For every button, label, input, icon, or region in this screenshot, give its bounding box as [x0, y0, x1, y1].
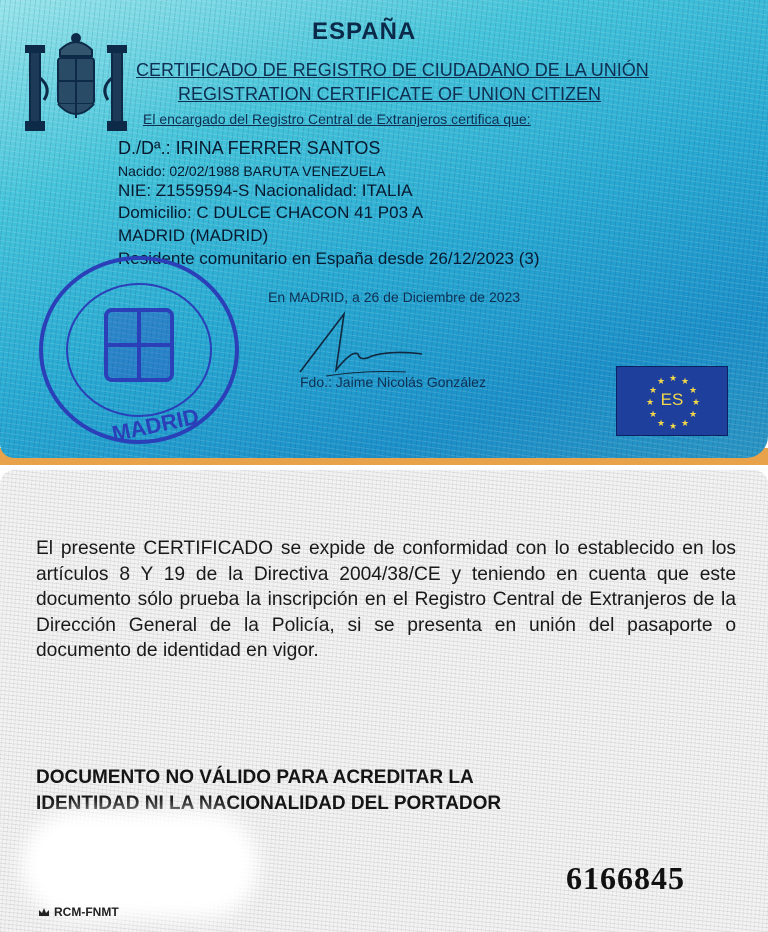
printer-label: RCM-FNMT [54, 905, 119, 919]
svg-text:★: ★ [669, 374, 678, 384]
signatory: Fdo.: Jaime Nicolás González [300, 374, 486, 390]
svg-text:★: ★ [657, 377, 666, 387]
coat-of-arms-icon [22, 28, 130, 138]
svg-text:★: ★ [646, 398, 655, 408]
svg-text:★: ★ [692, 398, 701, 408]
certificate-title-es: CERTIFICADO DE REGISTRO DE CIUDADANO DE LA UNIÓN [136, 60, 649, 80]
validity-warning-line2: IDENTIDAD NI LA NACIONALIDAD DEL PORTADOR [36, 793, 502, 814]
svg-text:★: ★ [689, 410, 698, 420]
holder-name: D./Dª.: IRINA FERRER SANTOS [118, 138, 381, 158]
birth-info: Nacido: 02/02/1988 BARUTA VENEZUELA [118, 163, 386, 179]
svg-text:★: ★ [681, 419, 690, 429]
document-title: ESPAÑA [312, 18, 417, 45]
svg-text:★: ★ [649, 410, 658, 420]
certification-statement: El encargado del Registro Central de Extranjeros certifica que: [143, 111, 531, 127]
address: Domicilio: C DULCE CHACON 41 P03 A [118, 203, 424, 222]
police-stamp-icon [34, 250, 244, 450]
legal-paragraph: El presente CERTIFICADO se expide de conformidad con lo establecido en los artículos 8 Y 19 de la Directiva 2004/38/CE y teniendo en cuenta que este documento sólo prueba la inscripción en el Registro Central de Extranjeros de la Dirección General de la Policía, si se presenta en unión del pasaporte o documento de identidad en vigor. [36, 538, 736, 661]
printer-mark [38, 905, 119, 919]
mint-crown-icon [38, 906, 50, 918]
residence-status: Residente comunitario en España desde 26/12/2023 (3) [118, 249, 540, 268]
redacted-area [40, 830, 240, 900]
eu-flag-icon [616, 366, 728, 436]
validity-warning-line1: DOCUMENTO NO VÁLIDO PARA ACREDITAR LA [36, 767, 474, 788]
city: MADRID (MADRID) [118, 226, 269, 245]
signature-icon [296, 310, 436, 382]
svg-text:★: ★ [689, 386, 698, 396]
svg-text:★: ★ [657, 419, 666, 429]
svg-text:★: ★ [669, 422, 678, 432]
place-date: En MADRID, a 26 de Diciembre de 2023 [268, 289, 521, 305]
nie-nationality: NIE: Z1559594-S Nacionalidad: ITALIA [118, 181, 413, 200]
certificate-title-en: REGISTRATION CERTIFICATE OF UNION CITIZEN [178, 84, 602, 104]
svg-text:★: ★ [681, 377, 690, 387]
serial-number: 6166845 [566, 860, 685, 896]
svg-text:★: ★ [649, 386, 658, 396]
validity-warning [36, 765, 676, 817]
front-card [0, 0, 768, 458]
country-code: ES [660, 390, 684, 409]
stamp-label: MADRID [109, 403, 201, 447]
